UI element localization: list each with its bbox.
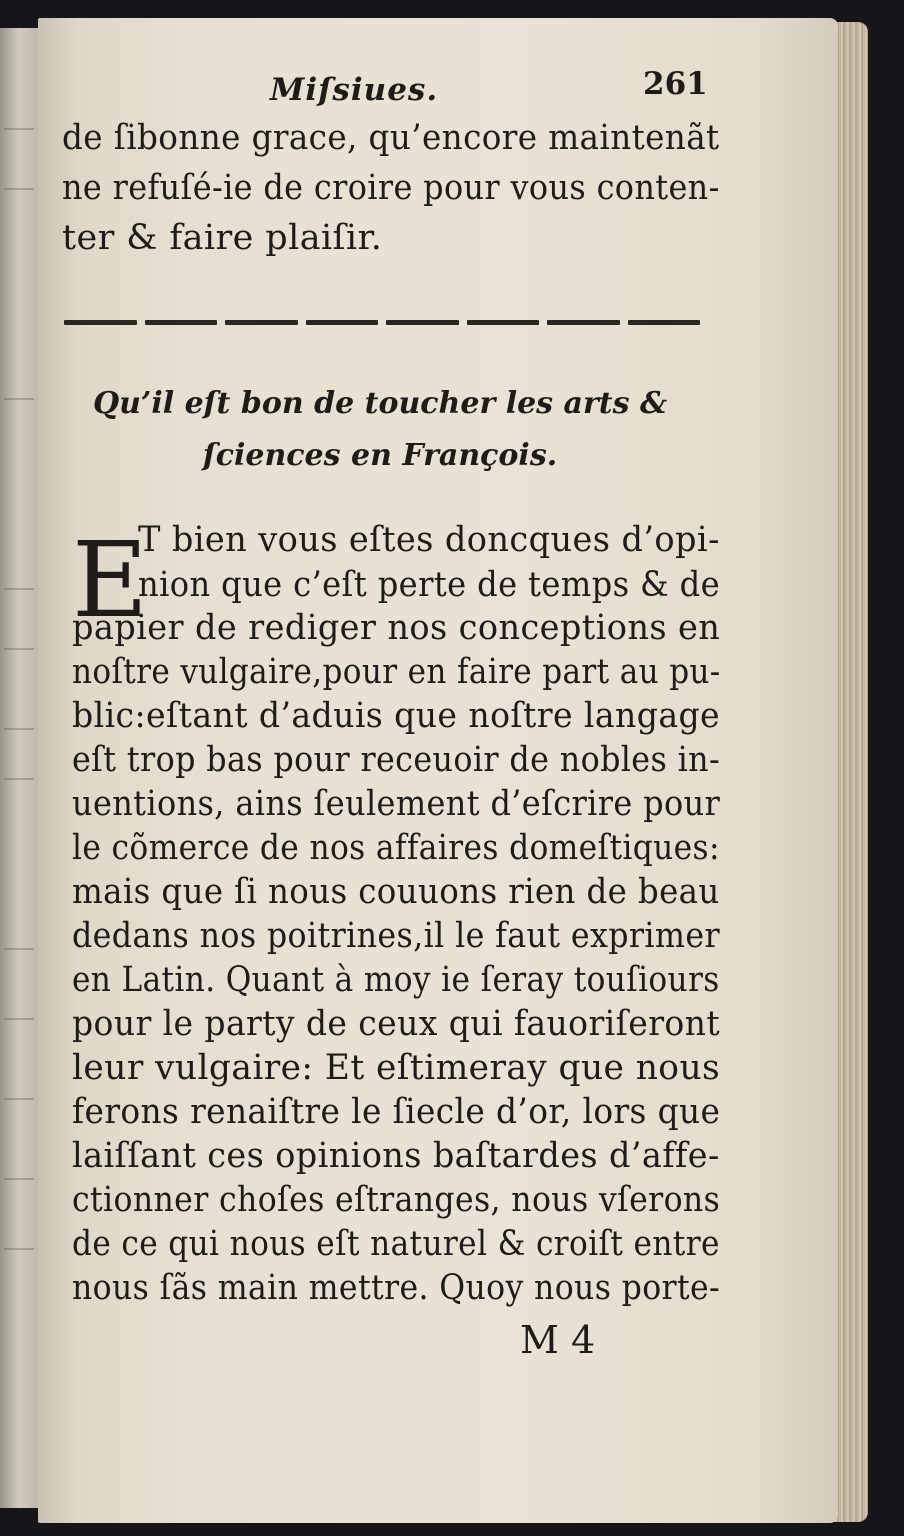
- ornamental-rule: [64, 320, 700, 328]
- body-line: noſtre vulgaire,pour en faire part au pu-: [72, 652, 721, 692]
- body-line: en Latin. Quant à moy ie ſeray touſiours: [72, 960, 720, 1000]
- body-line: nion que c’eſt perte de temps & de: [138, 565, 720, 605]
- drop-cap: E: [72, 519, 148, 641]
- body-line: ferons renaiſtre le ſiecle d’or, lors que: [72, 1092, 721, 1132]
- body-line: nous ſãs main mettre. Quoy nous porte-: [72, 1268, 721, 1308]
- body-line: uentions, ains ſeulement d’eſcrire pour: [72, 784, 721, 824]
- body-line: mais que ſi nous couuons rien de beau: [72, 872, 720, 912]
- body-line: papier de rediger nos conceptions en: [72, 608, 721, 648]
- body-line: dedans nos poitrines,il le faut exprimer: [72, 916, 721, 956]
- body-line: laiſſant ces opinions baſtardes d’affe-: [72, 1136, 720, 1176]
- continued-line: ter & faire plaiſir.: [62, 218, 383, 258]
- page-number: 261: [643, 66, 708, 102]
- body-line: leur vulgaire: Et eſtimeray que nous: [72, 1048, 721, 1088]
- section-heading-line-1: Qu’il eſt bon de toucher les arts &: [92, 386, 668, 421]
- body-line: pour le party de ceux qui fauoriſeront: [72, 1004, 721, 1044]
- body-line: T bien vous eſtes doncques d’opi-: [138, 520, 720, 560]
- page-stack-edge: [834, 22, 868, 1522]
- body-line: blic:eſtant d’aduis que noſtre langage: [72, 696, 721, 736]
- continued-line: de ſibonne grace, qu’encore maintenãt: [62, 118, 720, 158]
- signature-mark: M 4: [520, 1318, 596, 1362]
- running-head: Miſsiues.: [270, 72, 439, 108]
- body-line: le cõmerce de nos affaires domeſtiques:: [72, 828, 720, 868]
- body-line: de ce qui nous eſt naturel & croiſt entre: [72, 1224, 720, 1264]
- continued-line: ne refuſé-ie de croire pour vous conten-: [62, 168, 720, 208]
- section-heading-line-2: ſciences en François.: [202, 438, 558, 473]
- body-line: ctionner choſes eſtranges, nous vſerons: [72, 1180, 721, 1220]
- body-line: eſt trop bas pour receuoir de nobles in-: [72, 740, 721, 780]
